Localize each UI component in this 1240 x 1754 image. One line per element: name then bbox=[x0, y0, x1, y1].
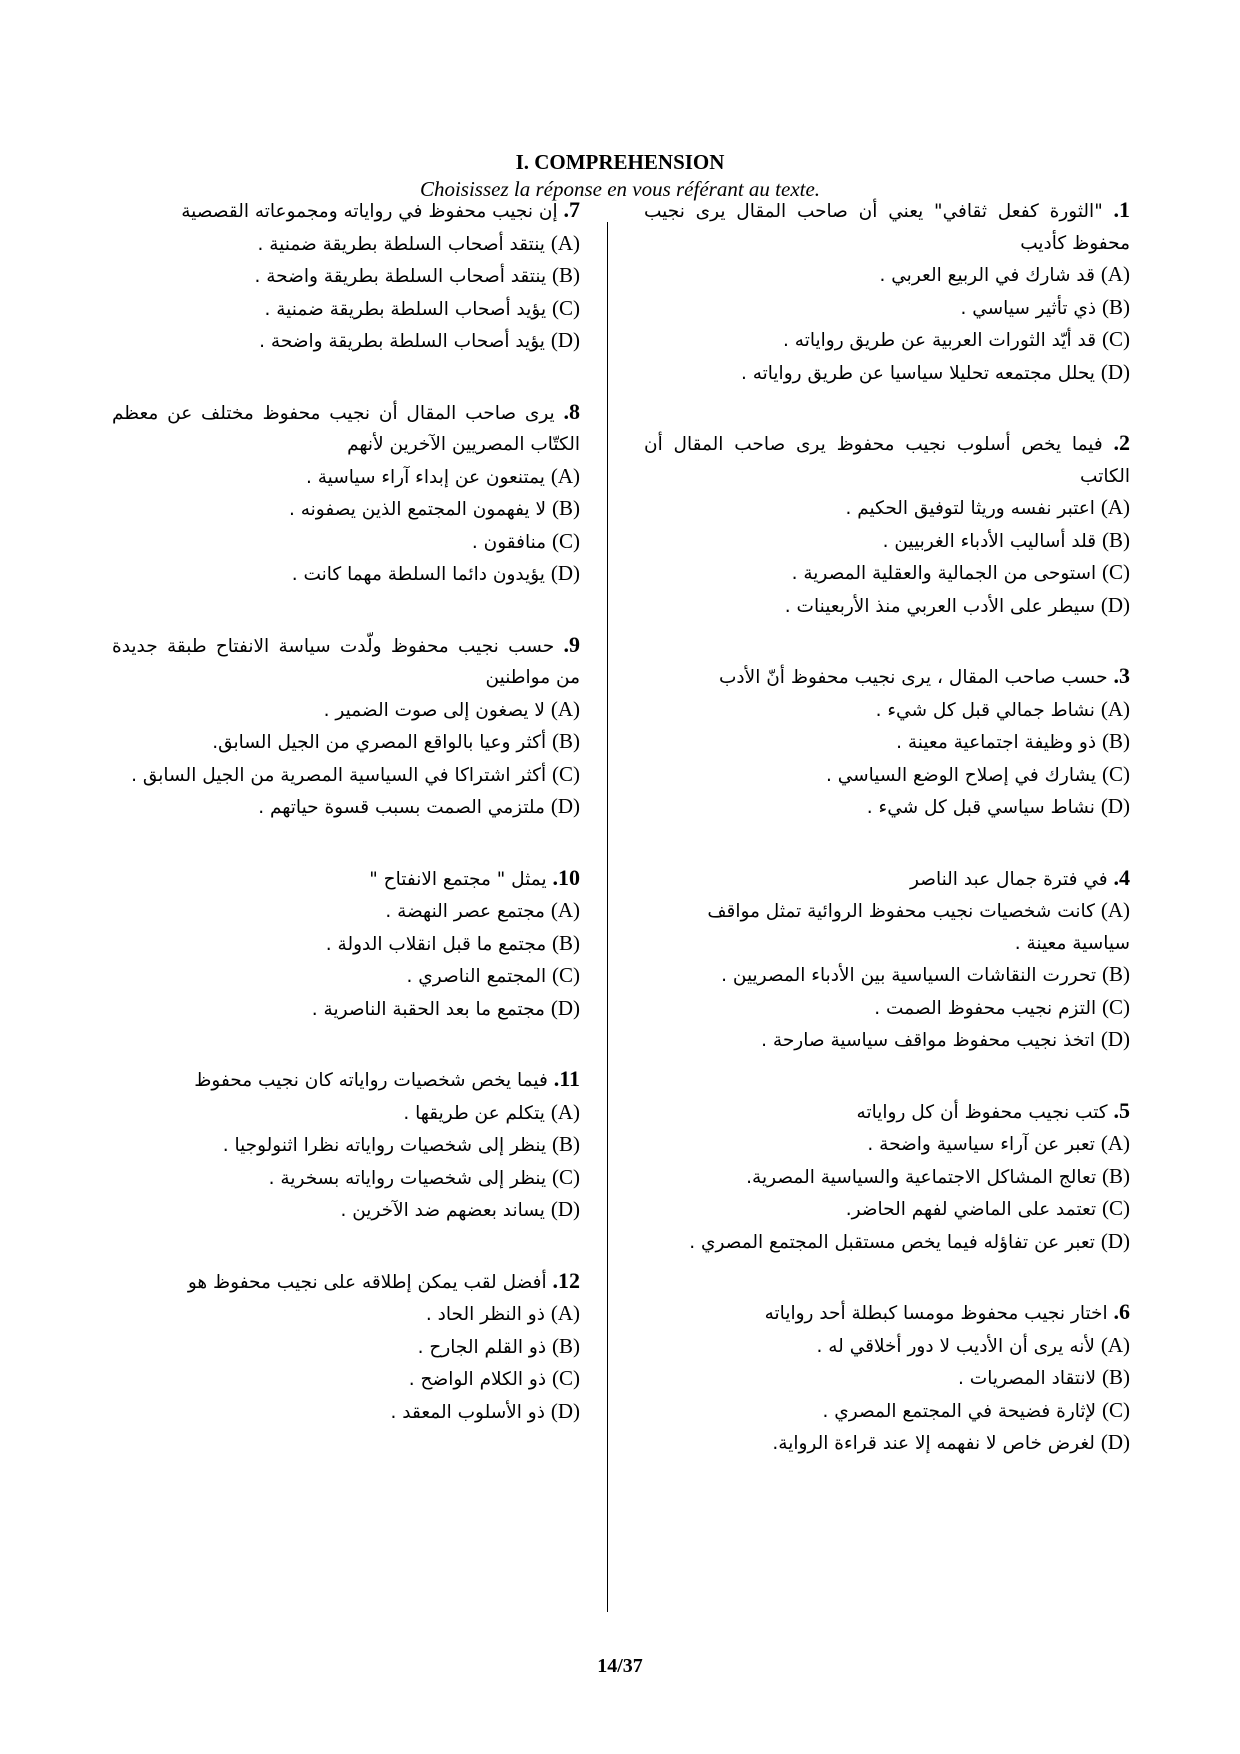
answer-option-a[interactable] bbox=[644, 1330, 1130, 1363]
answer-option-c[interactable] bbox=[644, 1395, 1130, 1428]
option-text: أكثر اشتراكا في السياسية المصرية من الجيل السابق . bbox=[131, 764, 547, 786]
option-text: تحررت النقاشات السياسية بين الأدباء المصريين . bbox=[721, 965, 1097, 986]
option-text: ملتزمي الصمت بسبب قسوة حياتهم . bbox=[258, 797, 545, 818]
answer-option-c[interactable] bbox=[112, 526, 580, 559]
option-letter: (B) bbox=[1102, 1163, 1130, 1188]
question-text: يمثل " مجتمع الانفتاح " bbox=[369, 868, 547, 890]
answer-option-b[interactable] bbox=[644, 1161, 1130, 1194]
option-text: قلد أساليب الأدباء الغربيين . bbox=[882, 530, 1097, 552]
question-stem bbox=[112, 396, 580, 461]
option-letter: (C) bbox=[1102, 560, 1130, 584]
question-2 bbox=[644, 427, 1130, 622]
option-text: يؤيدون دائما السلطة مهما كانت . bbox=[291, 564, 545, 585]
option-letter: (A) bbox=[1100, 696, 1130, 721]
option-text: تعبر عن آراء سياسية واضحة . bbox=[867, 1134, 1095, 1155]
answer-option-c[interactable] bbox=[112, 1162, 580, 1195]
answer-option-a[interactable] bbox=[644, 895, 1130, 959]
option-letter: (D) bbox=[1100, 794, 1130, 818]
question-number: 12. bbox=[552, 1267, 580, 1293]
question-stem bbox=[644, 1296, 1130, 1330]
option-letter: (B) bbox=[552, 930, 580, 955]
question-stem bbox=[644, 194, 1130, 259]
answer-option-a[interactable] bbox=[112, 228, 580, 261]
option-text: منافقون . bbox=[471, 531, 547, 553]
option-letter: (D) bbox=[550, 1197, 580, 1221]
question-text: فيما يخص أسلوب نجيب محفوظ يرى صاحب المقال أن الكاتب bbox=[644, 434, 1130, 487]
option-text: استوحى من الجمالية والعقلية المصرية . bbox=[791, 563, 1097, 584]
option-letter: (A) bbox=[550, 898, 580, 922]
question-stem bbox=[644, 427, 1130, 492]
option-letter: (D) bbox=[550, 794, 580, 818]
answer-option-b[interactable] bbox=[112, 1331, 580, 1364]
answer-option-d[interactable] bbox=[644, 791, 1130, 824]
answer-option-c[interactable] bbox=[644, 992, 1130, 1025]
option-text: ينظر إلى شخصيات رواياته نظرا اثنولوجيا . bbox=[222, 1135, 547, 1156]
section-title: I. COMPREHENSION bbox=[515, 150, 725, 174]
option-text: ينتقد أصحاب السلطة بطريقة ضمنية . bbox=[257, 233, 545, 255]
option-text: ينظر إلى شخصيات رواياته بسخرية . bbox=[268, 1167, 547, 1189]
option-letter: (C) bbox=[552, 963, 580, 987]
answer-option-b[interactable] bbox=[644, 1362, 1130, 1395]
question-8 bbox=[112, 396, 580, 591]
section-instructions: Choisissez la réponse en vous référant au texte. bbox=[419, 177, 821, 201]
answer-option-d[interactable] bbox=[112, 791, 580, 824]
question-number: 5. bbox=[1113, 1097, 1130, 1123]
question-text: اختار نجيب محفوظ مومسا كبطلة أحد رواياته bbox=[764, 1303, 1108, 1324]
question-stem bbox=[644, 660, 1130, 694]
option-letter: (A) bbox=[1100, 495, 1130, 519]
option-text: المجتمع الناصري . bbox=[406, 966, 547, 987]
answer-option-d[interactable] bbox=[644, 1226, 1130, 1259]
answer-option-b[interactable] bbox=[644, 726, 1130, 759]
answer-option-a[interactable] bbox=[112, 461, 580, 494]
option-text: قد أيّد الثورات العربية عن طريق رواياته . bbox=[783, 330, 1097, 351]
question-number: 7. bbox=[563, 197, 580, 222]
answer-option-b[interactable] bbox=[644, 525, 1130, 558]
question-3 bbox=[644, 660, 1130, 824]
answer-option-d[interactable] bbox=[112, 558, 580, 591]
option-text: يؤيد أصحاب السلطة بطريقة ضمنية . bbox=[264, 298, 547, 320]
answer-option-c[interactable] bbox=[644, 1193, 1130, 1226]
column-divider bbox=[607, 222, 608, 1612]
option-letter: (B) bbox=[1102, 1365, 1130, 1389]
answer-option-d[interactable] bbox=[644, 357, 1130, 390]
option-text: نشاط سياسي قبل كل شيء . bbox=[866, 797, 1095, 818]
option-text: نشاط جمالي قبل كل شيء . bbox=[875, 699, 1095, 721]
answer-option-b[interactable] bbox=[112, 1129, 580, 1162]
option-letter: (A) bbox=[550, 230, 580, 255]
option-text: لإثارة فضيحة في المجتمع المصري . bbox=[822, 1400, 1097, 1422]
answer-option-c[interactable] bbox=[644, 759, 1130, 792]
answer-option-d[interactable] bbox=[112, 1194, 580, 1227]
option-letter: (D) bbox=[1100, 359, 1130, 384]
option-text: ذو وظيفة اجتماعية معينة . bbox=[896, 732, 1097, 753]
answer-option-b[interactable] bbox=[112, 726, 580, 759]
answer-option-d[interactable] bbox=[644, 590, 1130, 623]
questions-column-right bbox=[644, 194, 1130, 1498]
option-letter: (A) bbox=[1100, 262, 1130, 286]
question-text: يرى صاحب المقال أن نجيب محفوظ مختلف عن معظم الكتّاب المصريين الآخرين لأنهم bbox=[112, 402, 580, 455]
question-text: كتب نجيب محفوظ أن كل رواياته bbox=[856, 1101, 1108, 1123]
option-letter: (C) bbox=[552, 1366, 580, 1390]
question-text: "الثورة كفعل ثقافي" يعني أن صاحب المقال يرى نجيب محفوظ كأديب bbox=[644, 201, 1130, 254]
page-number: 14/37 bbox=[597, 1655, 643, 1677]
option-text: ذو الكلام الواضح . bbox=[408, 1369, 547, 1390]
option-letter: (A) bbox=[1100, 1131, 1130, 1155]
option-letter: (A) bbox=[550, 1301, 580, 1325]
option-letter: (B) bbox=[1102, 294, 1130, 319]
option-text: لا يصغون إلى صوت الضمير . bbox=[323, 699, 545, 721]
option-text: سيطر على الأدب العربي منذ الأربعينات . bbox=[784, 595, 1095, 617]
question-number: 1. bbox=[1113, 197, 1130, 222]
question-12 bbox=[112, 1265, 580, 1429]
answer-option-b[interactable] bbox=[644, 959, 1130, 992]
option-text: مجتمع ما قبل انقلاب الدولة . bbox=[325, 933, 547, 955]
option-text: لأنه يرى أن الأديب لا دور أخلاقي له . bbox=[816, 1335, 1095, 1357]
question-11 bbox=[112, 1063, 580, 1227]
option-text: مجتمع ما بعد الحقبة الناصرية . bbox=[311, 998, 545, 1020]
option-letter: (C) bbox=[1102, 1397, 1130, 1422]
question-number: 3. bbox=[1113, 663, 1130, 688]
answer-option-a[interactable] bbox=[112, 1097, 580, 1130]
answer-option-a[interactable] bbox=[112, 694, 580, 727]
questions-column-left bbox=[112, 194, 580, 1466]
option-letter: (B) bbox=[1102, 729, 1130, 753]
option-letter: (D) bbox=[1100, 1027, 1130, 1051]
option-letter: (B) bbox=[552, 1132, 580, 1156]
question-number: 9. bbox=[563, 631, 580, 657]
answer-option-c[interactable] bbox=[644, 557, 1130, 590]
question-text: حسب صاحب المقال ، يرى نجيب محفوظ أنّ الأدب bbox=[719, 667, 1108, 688]
option-letter: (C) bbox=[1102, 761, 1130, 786]
answer-option-a[interactable] bbox=[644, 492, 1130, 525]
option-text: تعبر عن تفاؤله فيما يخص مستقبل المجتمع المصري . bbox=[689, 1231, 1095, 1253]
answer-option-c[interactable] bbox=[644, 324, 1130, 357]
question-stem bbox=[644, 862, 1130, 896]
question-6 bbox=[644, 1296, 1130, 1460]
option-letter: (C) bbox=[552, 295, 580, 320]
option-text: لغرض خاص لا نفهمه إلا عند قراءة الرواية. bbox=[772, 1433, 1095, 1454]
answer-option-b[interactable] bbox=[112, 493, 580, 526]
question-number: 10. bbox=[552, 864, 580, 890]
question-4 bbox=[644, 862, 1130, 1057]
option-text: كانت شخصيات نجيب محفوظ الروائية تمثل مواقف سياسية معينة . bbox=[707, 901, 1130, 954]
option-text: اتخذ نجيب محفوظ مواقف سياسية صارحة . bbox=[761, 1030, 1095, 1051]
option-letter: (B) bbox=[1102, 962, 1130, 986]
option-letter: (D) bbox=[550, 1398, 580, 1423]
option-text: ذو الأسلوب المعقد . bbox=[390, 1401, 545, 1423]
question-stem bbox=[112, 862, 580, 896]
answer-option-c[interactable] bbox=[112, 759, 580, 792]
question-text: فيما يخص شخصيات رواياته كان نجيب محفوظ bbox=[194, 1070, 548, 1091]
question-number: 4. bbox=[1113, 864, 1130, 890]
answer-option-c[interactable] bbox=[112, 293, 580, 326]
answer-option-d[interactable] bbox=[644, 1024, 1130, 1057]
option-letter: (D) bbox=[550, 995, 580, 1020]
option-letter: (A) bbox=[550, 696, 580, 721]
answer-option-d[interactable] bbox=[644, 1427, 1130, 1460]
option-letter: (C) bbox=[1102, 327, 1130, 351]
option-text: ينتقد أصحاب السلطة بطريقة واضحة . bbox=[254, 266, 547, 287]
option-letter: (A) bbox=[1100, 898, 1130, 922]
option-letter: (B) bbox=[552, 263, 580, 287]
option-letter: (D) bbox=[1100, 1430, 1130, 1454]
option-letter: (C) bbox=[552, 528, 580, 553]
option-letter: (B) bbox=[552, 1333, 580, 1358]
answer-option-b[interactable] bbox=[644, 292, 1130, 325]
option-text: قد شارك في الربيع العربي . bbox=[879, 265, 1095, 286]
answer-option-c[interactable] bbox=[112, 1363, 580, 1396]
question-text: في فترة جمال عبد الناصر bbox=[910, 868, 1108, 890]
question-7 bbox=[112, 194, 580, 358]
option-text: اعتبر نفسه وريثا لتوفيق الحكيم . bbox=[845, 498, 1095, 519]
option-text: يمتنعون عن إبداء آراء سياسية . bbox=[305, 466, 545, 488]
question-number: 8. bbox=[563, 398, 580, 424]
option-text: يحلل مجتمعه تحليلا سياسيا عن طريق رواياته . bbox=[740, 362, 1095, 384]
question-number: 6. bbox=[1113, 1299, 1130, 1324]
question-10 bbox=[112, 862, 580, 1026]
option-letter: (B) bbox=[552, 729, 580, 753]
answer-option-a[interactable] bbox=[644, 694, 1130, 727]
question-stem bbox=[112, 1265, 580, 1299]
answer-option-c[interactable] bbox=[112, 960, 580, 993]
answer-option-b[interactable] bbox=[112, 928, 580, 961]
answer-option-a[interactable] bbox=[644, 1128, 1130, 1161]
question-9 bbox=[112, 629, 580, 824]
answer-option-d[interactable] bbox=[112, 325, 580, 358]
option-text: ذو القلم الجارح . bbox=[417, 1336, 547, 1358]
question-5 bbox=[644, 1095, 1130, 1259]
option-text: لا يفهمون المجتمع الذين يصفونه . bbox=[288, 499, 547, 520]
question-stem bbox=[112, 629, 580, 694]
option-letter: (C) bbox=[552, 1164, 580, 1189]
option-text: ذو النظر الحاد . bbox=[425, 1304, 545, 1325]
answer-option-d[interactable] bbox=[112, 993, 580, 1026]
question-text: أفضل لقب يمكن إطلاقه على نجيب محفوظ هو bbox=[187, 1271, 547, 1293]
question-text: إن نجيب محفوظ في رواياته ومجموعاته القصصية bbox=[181, 201, 558, 222]
option-text: يساند بعضهم ضد الآخرين . bbox=[340, 1200, 545, 1221]
option-text: التزم نجيب محفوظ الصمت . bbox=[874, 997, 1097, 1019]
option-text: تعالج المشاكل الاجتماعية والسياسية المصرية. bbox=[746, 1166, 1097, 1188]
option-text: لانتقاد المصريات . bbox=[958, 1368, 1097, 1389]
question-text: حسب نجيب محفوظ ولّدت سياسة الانفتاح طبقة جديدة من مواطنين bbox=[112, 635, 580, 688]
option-letter: (A) bbox=[550, 1099, 580, 1124]
option-letter: (C) bbox=[552, 761, 580, 786]
option-letter: (B) bbox=[1102, 527, 1130, 552]
option-text: ذي تأثير سياسي . bbox=[960, 297, 1097, 319]
option-text: مجتمع عصر النهضة . bbox=[385, 901, 545, 922]
option-text: تعتمد على الماضي لفهم الحاضر. bbox=[845, 1199, 1097, 1220]
option-letter: (D) bbox=[550, 328, 580, 352]
question-stem bbox=[644, 1095, 1130, 1129]
option-letter: (D) bbox=[1100, 592, 1130, 617]
answer-option-a[interactable] bbox=[644, 259, 1130, 292]
option-text: يتكلم عن طريقها . bbox=[403, 1102, 545, 1124]
question-1 bbox=[644, 194, 1130, 389]
option-letter: (A) bbox=[1100, 1332, 1130, 1357]
question-stem bbox=[112, 1063, 580, 1097]
question-stem bbox=[112, 194, 580, 228]
option-letter: (D) bbox=[550, 561, 580, 585]
option-text: أكثر وعيا بالواقع المصري من الجيل السابق. bbox=[212, 732, 547, 753]
answer-option-b[interactable] bbox=[112, 260, 580, 293]
option-letter: (B) bbox=[552, 496, 580, 520]
answer-option-d[interactable] bbox=[112, 1396, 580, 1429]
question-number: 11. bbox=[553, 1066, 580, 1091]
option-letter: (C) bbox=[1102, 1196, 1130, 1220]
question-number: 2. bbox=[1113, 430, 1130, 455]
option-text: يؤيد أصحاب السلطة بطريقة واضحة . bbox=[259, 331, 545, 352]
answer-option-a[interactable] bbox=[112, 1298, 580, 1331]
option-text: يشارك في إصلاح الوضع السياسي . bbox=[825, 764, 1097, 786]
option-letter: (C) bbox=[1102, 994, 1130, 1019]
option-letter: (A) bbox=[550, 463, 580, 488]
answer-option-a[interactable] bbox=[112, 895, 580, 928]
option-letter: (D) bbox=[1100, 1228, 1130, 1253]
